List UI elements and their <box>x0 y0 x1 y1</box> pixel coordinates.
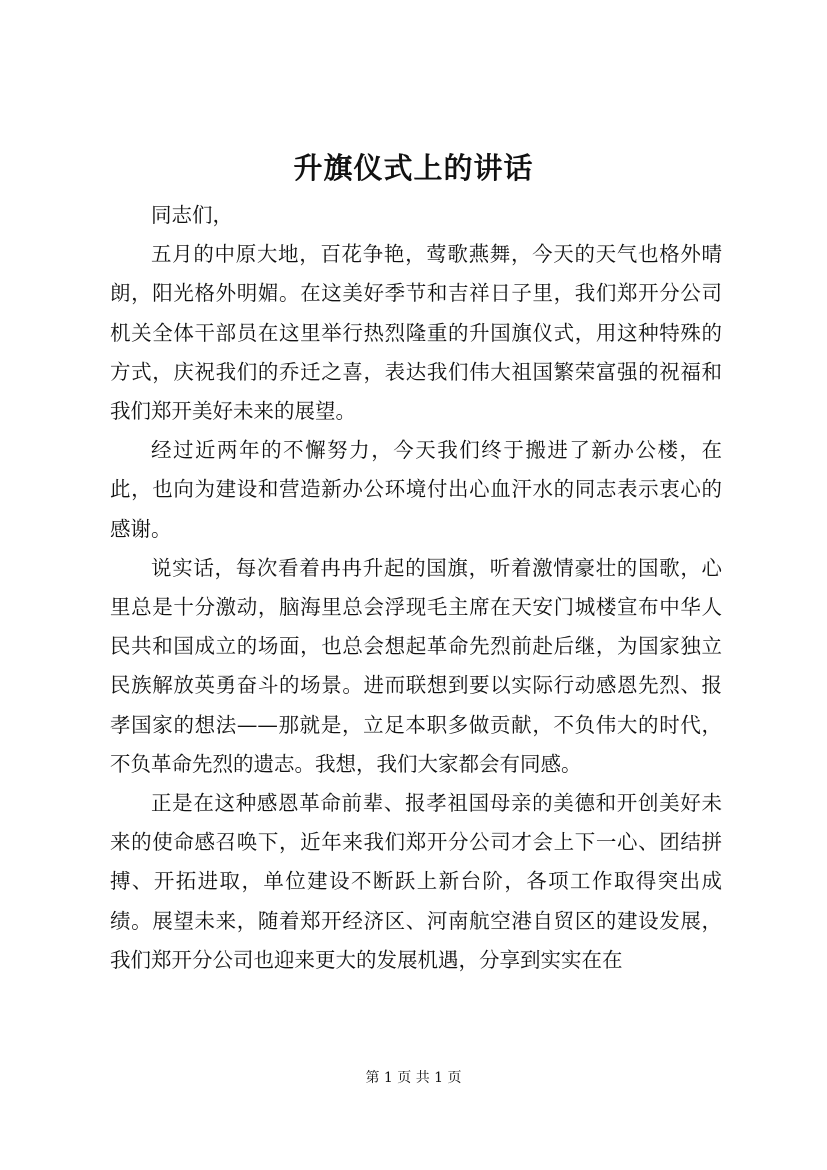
document-body <box>110 196 722 980</box>
paragraph: 正是在这种感恩革命前辈、报孝祖国母亲的美德和开创美好未来的使命感召唤下，近年来我们郑开分公司才会上下一心、团结拼搏、开拓进取，单位建设不断跃上新台阶，各项工作取得突出成绩。展望未来，随着郑开经济区、河南航空港自贸区的建设发展，我们郑开分公司也迎来更大的发展机遇，分享到实实在在 <box>110 791 722 972</box>
page-footer: 第 1 页 共 1 页 <box>365 1070 462 1086</box>
document-title: 升旗仪式上的讲话 <box>293 151 534 185</box>
paragraph: 五月的中原大地，百花争艳，莺歌燕舞，今天的天气也格外晴朗，阳光格外明媚。在这美好季节和吉祥日子里，我们郑开分公司机关全体干部员在这里举行热烈隆重的升国旗仪式，用这种特殊的方式，庆祝我们的乔迁之喜，表达我们伟大祖国繁荣富强的祝福和我们郑开美好未来的展望。 <box>110 242 722 424</box>
paragraph: 说实话，每次看着冉冉升起的国旗，听着激情豪壮的国歌，心里总是十分激动，脑海里总会浮现毛主席在天安门城楼宣布中华人民共和国成立的场面，也总会想起革命先烈前赴后继，为国家独立民族解放英勇奋斗的场景。进而联想到要以实际行动感恩先烈、报孝国家的想法——那就是，立足本职多做贡献，不负伟大的时代，不负革命先烈的遗志。我想，我们大家都会有同感。 <box>110 555 722 776</box>
paragraph: 经过近两年的不懈努力，今天我们终于搬进了新办公楼，在此，也向为建设和营造新办公环境付出心血汗水的同志表示衷心的感谢。 <box>110 438 722 541</box>
paragraph: 同志们， <box>151 203 233 227</box>
